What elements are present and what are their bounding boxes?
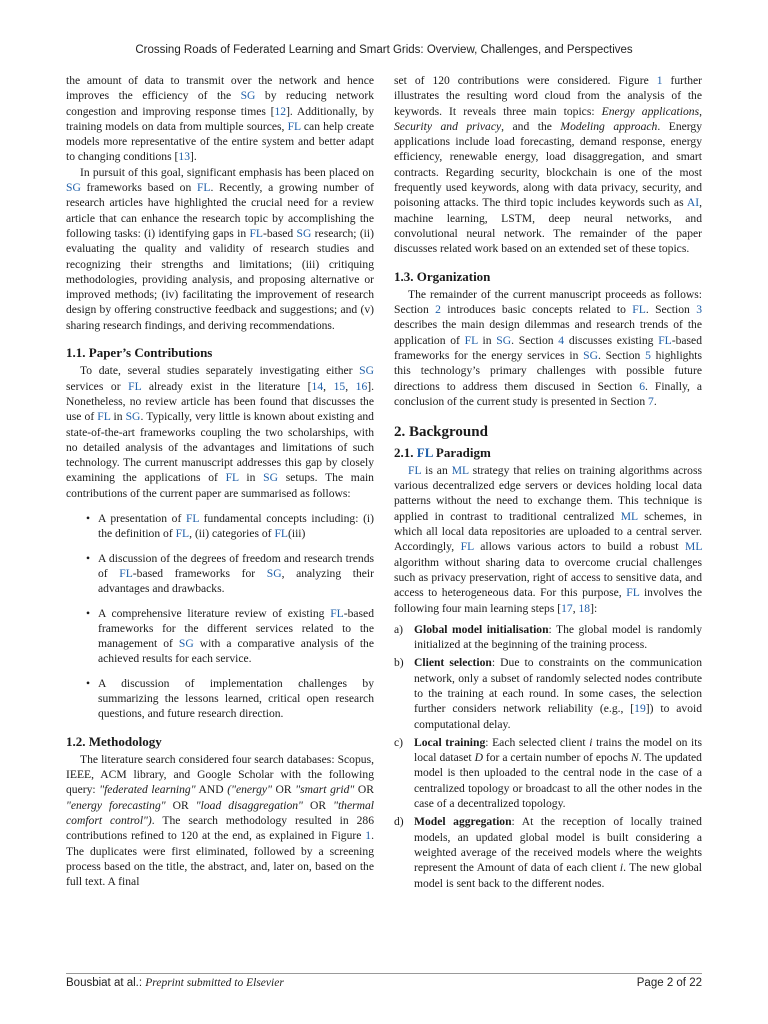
figure-link[interactable]: 1 <box>365 829 372 843</box>
list-item: a) Global model initialisation: The global model is randomly initialized at the beginning of the training process. <box>394 622 703 652</box>
acronym-link[interactable]: FL <box>460 540 474 554</box>
list-item: • A discussion of the degrees of freedom and research trends of FL-based frameworks for SG, analyzing their advantages and drawbacks. <box>86 551 374 596</box>
paragraph: set of 120 contributions were considered. Figure 1 further illustrates the resulting word cloud from the analysis of the keywords. It reveals three main topics: Energy applications, Security and privacy, and the Modeling approach. Energy applications include load forecasting, demand response, energy efficiency, renewable energy, load disaggregation, and smart contracts. Regarding security, blockchain is one of the most frequently used keywords, along with data privacy, security, and poisoning attacks. The third topic includes keywords such as AI, machine learning, LSTM, deep neural networks, and convolutional neural network. The remainder of the paper discusses related work based on an extended set of these topics. <box>394 74 703 256</box>
footer-journal: Preprint submitted to Elsevier <box>145 977 284 989</box>
acronym-link[interactable]: SG <box>496 333 512 347</box>
paragraph: In pursuit of this goal, significant emphasis has been placed on SG frameworks based on FL. Recently, a growing number of research articles have highlighted the crucial need for a review article that can enhance the research topic by accomplishing the following tasks: (i) identifying gaps in FL-based SG research; (ii) evaluating the quality and validity of research studies and recognizing their strengths and limitations; (iii) critiquing methodologies, providing analysis, and proposing alternative or improved methods; (iv) facilitating the improvement of research design by offering constructive feedback and suggestions; and (v) sharing research findings, and deriving recommendations. <box>66 165 374 332</box>
acronym-link[interactable]: SG <box>240 89 256 103</box>
citation-link[interactable]: 15 <box>333 379 346 393</box>
section-link[interactable]: 7 <box>648 394 654 408</box>
paragraph: To date, several studies separately investigating either SG services or FL already exist in the literature [14, 15, 16]. Nonetheless, no review article has been found that discusses the use of FL in SG. Typically, very little is known about existing and state-of-the-art frameworks coupling the two scholarships, with no detailed analysis of the advantages and limitations of such technology. The current manuscript addresses this gap by closely examining the applications of FL in SG setups. The main contributions of the current paper are summarised as follows: <box>66 364 375 500</box>
acronym-link[interactable]: FL <box>97 410 111 424</box>
section-link[interactable]: 2 <box>435 303 441 317</box>
footer-authors: Bousbiat at al.: <box>66 977 146 989</box>
acronym-link[interactable]: FL <box>196 181 211 195</box>
figure-link[interactable]: 1 <box>656 74 663 87</box>
bullet-icon: • <box>86 676 91 690</box>
acronym-link[interactable]: FL <box>330 606 344 620</box>
list-item: b) Client selection: Due to constraints on the communication network, only a subset of randomly selected nodes contribute to the training at each round. In some cases, the selection further considers network reliability (e.g., [19]) to avoid computational delay. <box>394 656 703 731</box>
acronym-link[interactable]: SG <box>263 471 278 485</box>
list-item: c) Local training: Each selected client i trains the model on its local dataset D for a certain number of epochs N. The updated model is then uploaded to the central node in the case of a centralized topology or broadcast to all the other nodes in the case of a decentralized topology. <box>394 735 702 811</box>
acronym-link[interactable]: SG <box>266 566 282 580</box>
fl-steps-list <box>394 622 702 891</box>
contributions-list <box>66 511 374 722</box>
list-item: d) Model aggregation: At the reception of locally trained models, an updated global model is built considering a weighted average of the received models where the weights represent the Amount of data of each client i. The new global model is sent back to the different nodes. <box>394 815 703 890</box>
acronym-link[interactable]: SG <box>125 410 141 424</box>
citation-link[interactable]: 19 <box>634 702 646 716</box>
acronym-link[interactable]: FL <box>225 471 239 485</box>
right-column <box>394 73 702 894</box>
section-heading: 2. Background <box>394 424 488 441</box>
acronym-link[interactable]: ML <box>620 509 638 523</box>
section-link[interactable]: 6 <box>639 379 646 393</box>
acronym-link[interactable]: FL <box>626 586 640 600</box>
bullet-icon: • <box>86 512 91 526</box>
paragraph: the amount of data to transmit over the network and hence improves the efficiency of the SG by reducing network congestion and improving response times [12]. Additionally, by training models on data from multiple sources, FL can help create models more representative of the entire system and better adapt to changing conditions [13]. <box>66 74 374 164</box>
section-link[interactable]: 5 <box>645 349 651 363</box>
acronym-link[interactable]: FL <box>119 566 133 580</box>
running-header: Crossing Roads of Federated Learning and Smart Grids: Overview, Challenges, and Perspectives <box>135 44 633 56</box>
section-heading: 1.3. Organization <box>394 268 491 284</box>
acronym-link[interactable]: FL <box>658 333 672 347</box>
left-column <box>66 73 374 890</box>
section-heading: 1.1. Paper’s Contributions <box>66 345 213 361</box>
acronym-link[interactable]: FL <box>128 379 142 393</box>
acronym-link[interactable]: FL <box>408 463 422 477</box>
citation-link[interactable]: 12 <box>274 104 287 118</box>
paragraph: The literature search considered four search databases: Scopus, IEEE, ACM library, and Google Scholar with the following query: "federated learning" AND ("energy" OR "smart grid" OR "energy forecasting" OR "load disaggregation" OR "thermal comfort control"). The search methodology resulted in 286 contributions refined to 120 at the end, as explained in Figure 1. The duplicates were first eliminated, followed by a screening process based on the title, the abstract, and, later on, based on the full text. A final <box>66 752 375 889</box>
page-footer <box>66 977 702 989</box>
citation-link[interactable]: 18 <box>578 601 591 615</box>
citation-link[interactable]: 14 <box>311 379 324 393</box>
footer-divider <box>66 973 702 974</box>
acronym-link[interactable]: FL <box>175 527 190 541</box>
acronym-link[interactable]: SG <box>66 181 81 195</box>
list-item: • A discussion of implementation challenges by summarizing the lessons learned, critical open research questions, and future research direction. <box>86 676 374 721</box>
paragraph: The remainder of the current manuscript proceeds as follows: Section 2 introduces basic concepts related to FL. Section 3 describes the main design dilemmas and research trends of the application of FL in SG. Section 4 discusses existing FL-based frameworks for the energy services in SG. Section 5 highlights this technology’s primary challenges with possible future directions to address them discused in Section 6. Finally, a conclusion of the current study is presented in Section 7. <box>394 287 702 408</box>
acronym-link[interactable]: SG <box>296 226 312 240</box>
citation-link[interactable]: 13 <box>178 150 190 164</box>
section-link[interactable]: 4 <box>558 333 565 347</box>
acronym-link[interactable]: SG <box>583 349 598 363</box>
acronym-link[interactable]: ML <box>685 540 702 554</box>
acronym-link[interactable]: FL <box>249 226 263 240</box>
citation-link[interactable]: 17 <box>561 601 573 615</box>
citation-link[interactable]: 16 <box>355 379 368 393</box>
acronym-link[interactable]: FL <box>185 512 200 526</box>
acronym-link[interactable]: FL <box>464 333 478 347</box>
acronym-link[interactable]: SG <box>178 637 194 651</box>
acronym-link[interactable]: FL <box>632 303 646 317</box>
subsection-heading: 2.1. FL Paradigm <box>394 444 491 460</box>
list-item: • A presentation of FL fundamental concepts including: (i) the definition of FL, (ii) categories of FL(iii) <box>86 512 375 541</box>
acronym-link[interactable]: FL <box>274 527 288 541</box>
acronym-link[interactable]: FL <box>287 119 301 133</box>
paragraph: FL is an ML strategy that relies on training algorithms across various decentralized edge servers or devices holding local data patterns without the need to exchange them. This technique is applied in contrast to traditional centralized ML schemes, in which all local data repositories are uploaded to a central server. Accordingly, FL allows various actors to build a robust ML algorithm without sharing data to overcome crucial challenges such as privacy preservation, right of access to sensitive data, and access to heterogeneous data. For this purpose, FL involves the following four main learning steps [17, 18]: <box>394 463 702 615</box>
section-link[interactable]: 3 <box>696 303 702 317</box>
list-item: • A comprehensive literature review of existing FL-based frameworks for the different services related to the management of SG with a comparative analysis of the achieved results for each service. <box>86 606 374 666</box>
bullet-icon: • <box>86 551 91 565</box>
section-heading: 1.2. Methodology <box>66 733 162 749</box>
acronym-link[interactable]: AI <box>686 196 700 210</box>
acronym-link[interactable]: FL <box>416 444 433 460</box>
acronym-link[interactable]: ML <box>451 463 469 477</box>
page-number: Page 2 of 22 <box>636 977 702 989</box>
acronym-link[interactable]: SG <box>359 364 374 378</box>
bullet-icon: • <box>86 606 91 620</box>
